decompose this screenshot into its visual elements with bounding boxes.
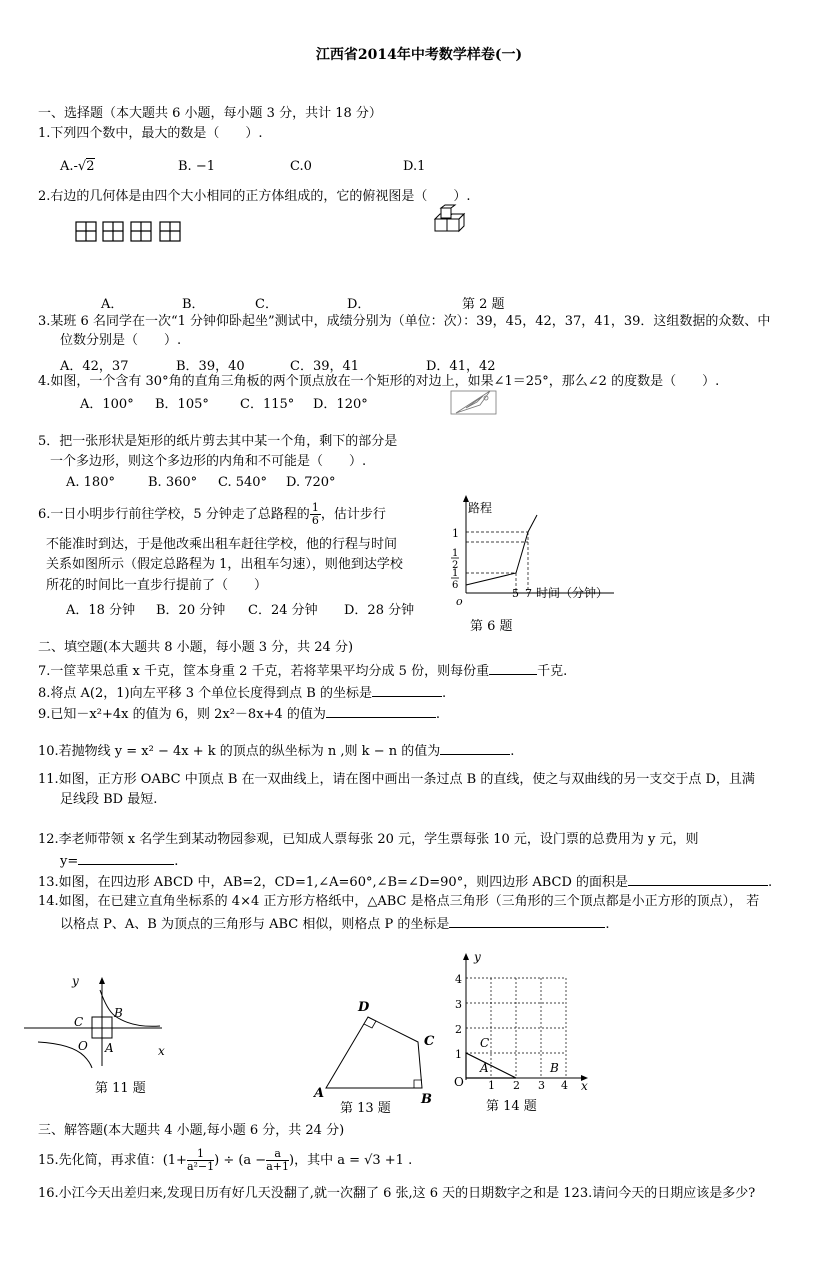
svg-text:D: D xyxy=(358,1000,370,1015)
svg-text:4: 4 xyxy=(455,973,462,986)
q5-line2: 一个多边形，则这个多边形的内角和不可能是（ ）. xyxy=(50,454,367,469)
q6-caption: 第 6 题 xyxy=(470,619,513,634)
q4-option-d: D．120° xyxy=(313,397,368,412)
q9: 9.已知－x²+4x 的值为 6，则 2x²－8x+4 的值为 . xyxy=(38,707,440,722)
svg-text:C: C xyxy=(424,1034,435,1049)
q2-option-d: D． xyxy=(347,297,371,312)
q3-line2: 位数分别是（ ）. xyxy=(60,333,182,348)
q4-option-a: A．100° xyxy=(80,397,134,412)
q6-line3: 关系如图所示（假定总路程为 1，出租车匀速），则他到达学校 xyxy=(46,557,403,572)
section-1-heading: 一、选择题（本大题共 6 小题，每小题 3 分，共计 18 分） xyxy=(38,106,382,121)
q2-option-b: B． xyxy=(182,297,205,312)
q1-option-a: A.-√2 xyxy=(60,159,95,174)
section-3-heading: 三、解答题(本大题共 4 小题,每小题 6 分，共 24 分) xyxy=(38,1123,345,1138)
svg-text:O: O xyxy=(454,1075,464,1089)
q2-caption: 第 2 题 xyxy=(462,297,505,312)
q2-stem: 2.右边的几何体是由四个大小相同的正方体组成的，它的俯视图是（ ）. xyxy=(38,189,471,204)
q16: 16.小江今天出差归来,发现日历有好几天没翻了,就一次翻了 6 张,这 6 天的日期数字之和是 123.请问今天的日期应该是多少? xyxy=(38,1186,756,1201)
fig13-caption: 第 13 题 xyxy=(340,1101,391,1116)
page-title: 江西省2014年中考数学样卷(一) xyxy=(315,47,523,63)
q6-line4: 所花的时间比一直步行提前了（ ） xyxy=(46,578,268,593)
fig11-caption: 第 11 题 xyxy=(95,1081,146,1096)
q10: 10.若抛物线 y = x² − 4x + k 的顶点的纵坐标为 n ,则 k − n 的值为 . xyxy=(38,744,515,759)
fig14-grid xyxy=(446,948,596,1093)
q6-graph-ytick-sixth-den: 6 xyxy=(452,580,459,591)
q4-stem: 4.如图，一个含有 30°角的直角三角板的两个顶点放在一个矩形的对边上，如果∠1＝25°，那么∠2 的度数是（ ）. xyxy=(38,374,720,389)
q3-option-c: C．39，41 xyxy=(290,359,360,374)
fig14-caption: 第 14 题 xyxy=(486,1099,537,1114)
q6-option-d: D．28 分钟 xyxy=(344,603,415,618)
svg-text:3: 3 xyxy=(538,1079,545,1092)
q6-graph-ytick-half-num: 1 xyxy=(452,548,459,559)
q1-option-b: B. −1 xyxy=(178,159,215,174)
q6-option-b: B．20 分钟 xyxy=(156,603,226,618)
svg-text:C: C xyxy=(480,1036,490,1050)
svg-text:3: 3 xyxy=(455,998,462,1011)
svg-text:y: y xyxy=(72,974,79,988)
svg-text:2: 2 xyxy=(513,1079,520,1092)
q6-graph xyxy=(446,495,616,607)
q3-option-d: D．41，42 xyxy=(426,359,496,374)
svg-text:x: x xyxy=(158,1044,165,1058)
q5-option-d: D. 720° xyxy=(286,475,336,490)
svg-text:A: A xyxy=(314,1086,325,1101)
q1-option-d: D.1 xyxy=(403,159,426,174)
svg-text:B: B xyxy=(114,1006,123,1020)
q2-option-figures xyxy=(75,221,185,243)
q12-line1: 12.李老师带领 x 名学生到某动物园参观，已知成人票每张 20 元，学生票每张 10 元，设门票的总费用为 y 元，则 xyxy=(38,832,699,847)
svg-text:1: 1 xyxy=(488,1079,495,1092)
q5-option-c: C. 540° xyxy=(218,475,268,490)
fig11-hyperbola xyxy=(22,970,172,1070)
q2-option-a: A． xyxy=(101,297,124,312)
q1-option-c: C.0 xyxy=(290,159,312,174)
fig13-quadrilateral xyxy=(306,995,446,1107)
q2-option-c: C． xyxy=(255,297,278,312)
section-2-heading: 二、填空题(本大题共 8 小题，每小题 3 分，共 24 分) xyxy=(38,640,354,655)
svg-text:4: 4 xyxy=(561,1079,568,1092)
svg-text:A: A xyxy=(105,1041,114,1055)
q13: 13.如图，在四边形 ABCD 中，AB=2，CD=1,∠A=60°,∠B=∠D=90°，则四边形 ABCD 的面积是 . xyxy=(38,875,773,890)
q2-solid-figure xyxy=(432,205,468,239)
q5-line1: 5．把一张形状是矩形的纸片剪去其中某一个角，剩下的部分是 xyxy=(38,434,398,449)
svg-text:C: C xyxy=(74,1015,84,1029)
q6-graph-xtick-5: 5 xyxy=(512,587,519,600)
q11-line2: 足线段 BD 最短. xyxy=(60,792,158,807)
svg-text:B: B xyxy=(421,1092,432,1107)
q6-graph-ytick-half-den: 2 xyxy=(452,560,459,571)
q7: 7.一筐苹果总重 x 千克，筐本身重 2 千克，若将苹果平均分成 5 份，则每份重 千克. xyxy=(38,664,568,679)
q6-graph-ytick-sixth-num: 1 xyxy=(452,568,459,579)
svg-text:B: B xyxy=(550,1061,559,1075)
q1-stem: 1.下列四个数中，最大的数是（ ）. xyxy=(38,126,263,141)
q4-option-b: B．105° xyxy=(155,397,209,412)
svg-text:2: 2 xyxy=(455,1023,462,1036)
q6-option-a: A．18 分钟 xyxy=(66,603,136,618)
q3-option-b: B．39，40 xyxy=(176,359,245,374)
q4-option-c: C．115° xyxy=(240,397,295,412)
q3-line1: 3.某班 6 名同学在一次“1 分钟仰卧起坐”测试中，成绩分别为（单位：次）：39，45，42，37，41，39．这组数据的众数、中 xyxy=(38,314,771,329)
svg-text:y: y xyxy=(474,950,481,964)
q8: 8.将点 A(2，1)向左平移 3 个单位长度得到点 B 的坐标是 . xyxy=(38,686,447,701)
q6-option-c: C．24 分钟 xyxy=(248,603,318,618)
svg-text:O: O xyxy=(78,1039,88,1053)
q6-graph-origin: o xyxy=(456,595,463,608)
q6-graph-ytick-1: 1 xyxy=(452,527,459,540)
svg-text:1: 1 xyxy=(455,1048,462,1061)
q11-line1: 11.如图，正方形 OABC 中顶点 B 在一双曲线上，请在图中画出一条过点 B 的直线，使之与双曲线的另一支交于点 D，且满 xyxy=(38,772,755,787)
q12-line2: y= . xyxy=(60,854,179,869)
svg-text:x: x xyxy=(581,1079,588,1093)
q15: 15.先化简，再求值：(1+ $\frac{1}{\text{a²−1}}$ ) ÷ (a − $\frac{a}{a+1}$ )，其中 a = √3 +1 . xyxy=(38,1147,413,1173)
q4-figure xyxy=(450,388,498,416)
q6-line1: 6.一日小明步行前往学校，5 分钟走了总路程的 $\frac{1}{6}$ ，估计步行 xyxy=(38,501,386,527)
q6-line2: 不能准时到达，于是他改乘出租车赶往学校，他的行程与时间 xyxy=(46,537,398,552)
q3-option-a: A．42，37 xyxy=(60,359,129,374)
q5-option-a: A. 180° xyxy=(66,475,115,490)
q6-graph-xtick-7: 7 xyxy=(525,587,532,600)
q14-line2: 以格点 P、A、B 为顶点的三角形与 ABC 相似，则格点 P 的坐标是 . xyxy=(60,917,610,932)
q6-graph-ylabel: 路程 xyxy=(468,501,493,515)
svg-text:A: A xyxy=(480,1061,489,1075)
q14-line1: 14.如图，在已建立直角坐标系的 4×4 正方形方格纸中，△ABC 是格点三角形（三角形的三个顶点都是小正方形的顶点）， 若 xyxy=(38,894,760,909)
q5-option-b: B. 360° xyxy=(148,475,198,490)
q6-graph-xlabel: 时间（分钟） xyxy=(536,586,609,600)
